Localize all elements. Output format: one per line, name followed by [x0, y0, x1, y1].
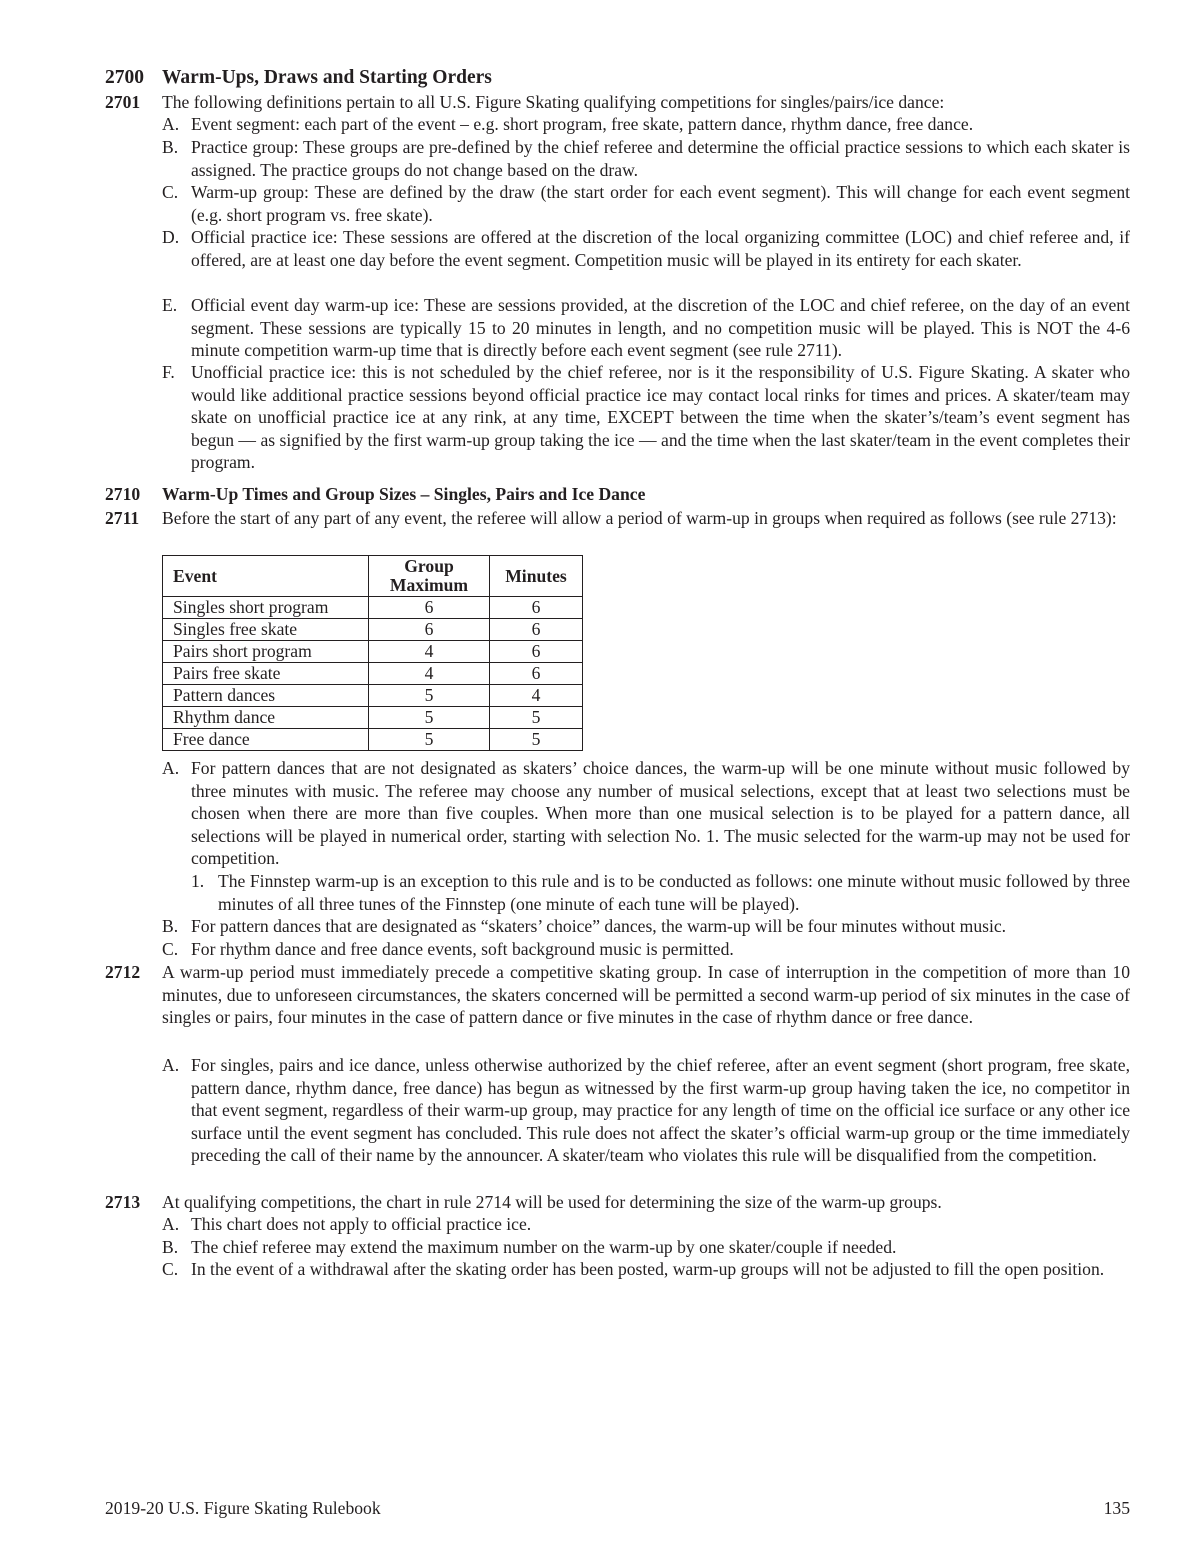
rule-number: 2701	[105, 92, 141, 112]
item-label: C.	[162, 1259, 179, 1279]
table-row	[163, 707, 583, 729]
table-cell-group-maximum: 6	[369, 619, 490, 641]
table-cell-group-maximum: 5	[369, 685, 490, 707]
item-text: This chart does not apply to official practice ice.	[191, 1214, 532, 1234]
item-label: B.	[162, 916, 179, 936]
table-cell-event: Singles free skate	[163, 619, 369, 641]
item-text: The Finnstep warm-up is an exception to this rule and is to be conducted as follows: one minute without music followed by three minutes of all three tunes of the Finnstep (one minute of each tune will be played).	[218, 871, 1130, 914]
rule-number: 2711	[105, 508, 140, 528]
section-title: Warm-Up Times and Group Sizes – Singles, Pairs and Ice Dance	[162, 484, 646, 504]
rule-number: 2713	[105, 1192, 141, 1212]
rule-number: 2712	[105, 962, 141, 982]
table-cell-minutes: 6	[490, 641, 583, 663]
table-cell-event: Pairs free skate	[163, 663, 369, 685]
column-header-event: Event	[163, 556, 369, 597]
item-text: Official event day warm-up ice: These are sessions provided, at the discretion of the LOC and chief referee, on the day of an event segment. These sessions are typically 15 to 20 minutes in length, and no competition music will be played. This is NOT the 4-6 minute competition warm-up time that is directly before each event segment (see rule 2711).	[191, 295, 1130, 360]
table-row	[163, 729, 583, 751]
warm-up-table	[162, 555, 583, 751]
item-label: A.	[162, 114, 180, 134]
item-text: The chief referee may extend the maximum number on the warm-up by one skater/couple if needed.	[191, 1237, 897, 1257]
column-header-group-maximum: Group Maximum	[369, 556, 490, 597]
table-row	[163, 641, 583, 663]
item-label: E.	[162, 295, 178, 315]
item-text: For pattern dances that are designated as “skaters’ choice” dances, the warm-up will be four minutes without music.	[191, 916, 1007, 936]
item-label: F.	[162, 362, 175, 382]
table-cell-minutes: 6	[490, 597, 583, 619]
table-cell-event: Pattern dances	[163, 685, 369, 707]
item-text: Official practice ice: These sessions are offered at the discretion of the local organizing committee (LOC) and chief referee and, if offered, are at least one day before the event segment. Competition music will be played in its entirety for each skater.	[191, 227, 1130, 270]
table-row	[163, 663, 583, 685]
item-label: A.	[162, 758, 180, 778]
item-text: For rhythm dance and free dance events, soft background music is permitted.	[191, 939, 734, 959]
table-row	[163, 685, 583, 707]
table-row	[163, 597, 583, 619]
item-label: D.	[162, 227, 180, 247]
table-cell-group-maximum: 4	[369, 641, 490, 663]
table-cell-event: Rhythm dance	[163, 707, 369, 729]
page-number: 135	[1103, 1498, 1130, 1518]
item-text: Warm-up group: These are defined by the draw (the start order for each event segment). This will change for each event segment (e.g. short program vs. free skate).	[191, 182, 1130, 225]
rule-text: A warm-up period must immediately precede a competitive skating group. In case of interruption in the competition of more than 10 minutes, due to unforeseen circumstances, the skaters concerned will be permitted a second warm-up period of six minutes in the case of singles or pairs, four minutes in the case of pattern dance or five minutes in the case of rhythm dance or free dance.	[162, 962, 1130, 1027]
section-number: 2710	[105, 484, 141, 504]
table-cell-event: Pairs short program	[163, 641, 369, 663]
item-label: B.	[162, 1237, 179, 1257]
item-text: Practice group: These groups are pre-defined by the chief referee and determine the official practice sessions to which each skater is assigned. The practice groups do not change based on the draw.	[191, 137, 1130, 180]
item-label: C.	[162, 939, 179, 959]
table-cell-event: Free dance	[163, 729, 369, 751]
table-cell-minutes: 5	[490, 729, 583, 751]
table-cell-minutes: 5	[490, 707, 583, 729]
column-header-minutes: Minutes	[490, 556, 583, 597]
footer-title: 2019-20 U.S. Figure Skating Rulebook	[105, 1498, 381, 1518]
item-text: Event segment: each part of the event – e.g. short program, free skate, pattern dance, rhythm dance, free dance.	[191, 114, 974, 134]
item-text: In the event of a withdrawal after the skating order has been posted, warm-up groups will not be adjusted to fill the open position.	[191, 1259, 1105, 1279]
item-text: Unofficial practice ice: this is not scheduled by the chief referee, nor is it the responsibility of U.S. Figure Skating. A skater who would like additional practice sessions beyond official practice ice may contact local rinks for times and prices. A skater/team may skate on unofficial practice ice at any rink, at any time, EXCEPT between the time when the skater’s/team’s event segment has begun — as signified by the first warm-up group taking the ice — and the time when the last skater/team in the event completes their program.	[191, 362, 1130, 472]
table-cell-group-maximum: 6	[369, 597, 490, 619]
item-label: 1.	[191, 871, 205, 891]
rule-text: The following definitions pertain to all U.S. Figure Skating qualifying competitions for singles/pairs/ice dance:	[162, 92, 945, 112]
section-number: 2700	[105, 67, 144, 88]
table-cell-event: Singles short program	[163, 597, 369, 619]
item-text: For pattern dances that are not designated as skaters’ choice dances, the warm-up will be one minute without music followed by three minutes with music. The referee may choose any number of musical selections, except that at least two selections must be chosen when there are more than five couples. When more than one musical selection is to be played for a pattern dance, all selections will be played in numerical order, starting with selection No. 1. The music selected for the warm-up may not be used for competition.	[191, 758, 1130, 868]
table-row	[163, 619, 583, 641]
item-label: C.	[162, 182, 179, 202]
rule-text: At qualifying competitions, the chart in rule 2714 will be used for determining the size of the warm-up groups.	[162, 1192, 942, 1212]
table-cell-group-maximum: 5	[369, 707, 490, 729]
item-label: A.	[162, 1214, 180, 1234]
section-title: Warm-Ups, Draws and Starting Orders	[162, 67, 492, 88]
table-cell-minutes: 6	[490, 619, 583, 641]
item-label: B.	[162, 137, 179, 157]
table-cell-minutes: 6	[490, 663, 583, 685]
table-cell-minutes: 4	[490, 685, 583, 707]
table-cell-group-maximum: 4	[369, 663, 490, 685]
item-label: A.	[162, 1055, 180, 1075]
table-header-row	[163, 556, 583, 597]
item-text: For singles, pairs and ice dance, unless otherwise authorized by the chief referee, after an event segment (short program, free skate, pattern dance, rhythm dance, free dance) has begun as witnessed by the first warm-up group having taken the ice, no competitor in that event segment, regardless of their warm-up group, may practice for any length of time on the official ice surface or any other ice surface until the event segment has concluded. This rule does not affect the skater’s official warm-up group or the time immediately preceding the call of their name by the announcer. A skater/team who violates this rule will be disqualified from the competition.	[191, 1055, 1130, 1165]
table-cell-group-maximum: 5	[369, 729, 490, 751]
rule-text: Before the start of any part of any event, the referee will allow a period of warm-up in groups when required as follows (see rule 2713):	[162, 508, 1117, 528]
